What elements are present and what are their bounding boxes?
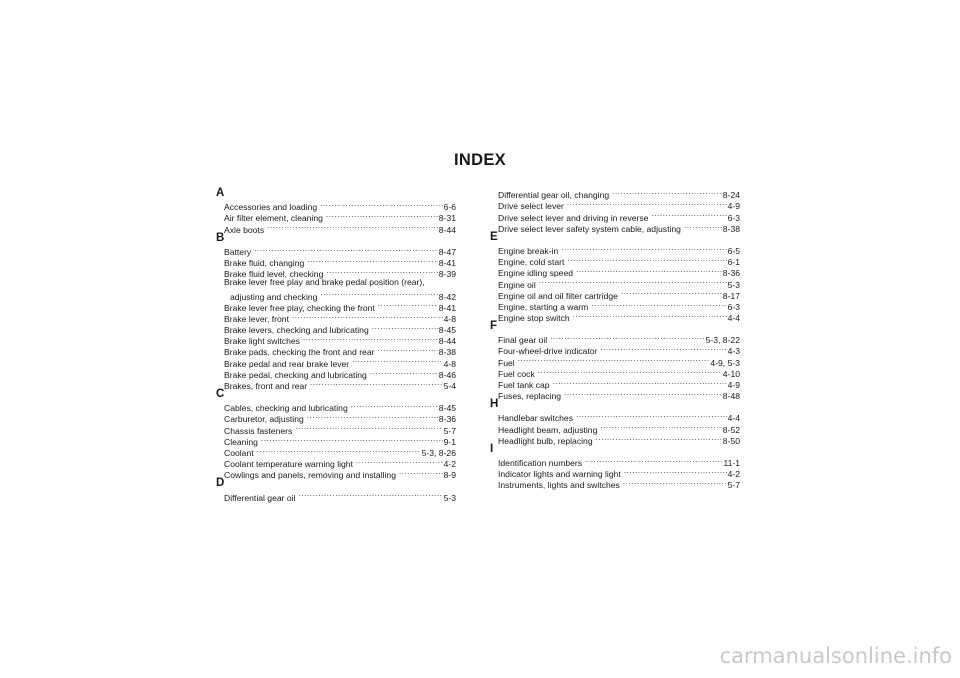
entry-page: 4-4: [727, 313, 740, 324]
dot-leader: [377, 344, 437, 355]
entry-text: Brake pedal and rear brake lever: [224, 358, 350, 369]
entry-page: 4-9: [727, 201, 740, 212]
entry-page: 4-8: [443, 313, 456, 324]
index-entry: [216, 277, 456, 288]
entry-text: Differential gear oil, changing: [498, 190, 610, 201]
entry-page: 8-38: [438, 347, 456, 358]
dot-leader: [303, 333, 438, 344]
dot-leader: [307, 255, 438, 266]
dot-leader: [261, 434, 443, 445]
entry-text: Engine oil: [498, 279, 536, 290]
entry-page: 4-2: [443, 459, 456, 470]
section-letter: F: [490, 320, 498, 333]
entry-page: 6-5: [727, 245, 740, 256]
entry-page: 8-36: [722, 268, 740, 279]
entry-text: Chassis fasteners: [224, 425, 293, 436]
entry-text: Drive select lever safety system cable, adjusting: [498, 223, 681, 234]
dot-leader: [564, 388, 722, 399]
entry-text: Drive select lever and driving in reverse: [498, 212, 649, 223]
entry-page: 8-31: [438, 213, 456, 224]
entry-page: 11-1: [723, 457, 740, 468]
index-section: [490, 187, 740, 232]
index-section: [490, 399, 740, 444]
entry-page: 5-3, 8-22: [705, 335, 740, 346]
dot-leader: [539, 276, 727, 287]
entry-page: 8-44: [438, 224, 456, 235]
entry-page: 9-1: [443, 436, 456, 447]
entry-text: Four-wheel-drive indicator: [498, 346, 598, 357]
entry-text: Brake pedal, checking and lubricating: [224, 369, 367, 380]
entry-text: Brake levers, checking and lubricating: [224, 325, 369, 336]
section-letter: E: [490, 230, 498, 243]
dot-leader: [591, 299, 726, 310]
entry-text: Fuel: [498, 357, 515, 368]
dot-leader: [553, 377, 727, 388]
entry-text: Drive select lever: [498, 201, 564, 212]
entry-page: 6-3: [727, 212, 740, 223]
dot-leader: [596, 433, 722, 444]
dot-leader: [295, 422, 442, 433]
entry-page: 5-3: [443, 492, 456, 503]
entry-page: 8-50: [722, 435, 740, 446]
entry-page: 8-41: [438, 302, 456, 313]
index-section: [216, 388, 456, 481]
entry-page: 4-9: [727, 380, 740, 390]
index-entry: [490, 455, 740, 466]
dot-leader: [326, 210, 438, 221]
entry-text: Fuel cock: [498, 368, 535, 379]
entry-page: 8-45: [438, 325, 456, 336]
index-entry: [490, 366, 740, 377]
entry-page: 6-3: [727, 301, 740, 312]
dot-leader: [320, 288, 437, 299]
dot-leader: [307, 411, 438, 422]
entry-text: Coolant temperature warning light: [224, 459, 353, 470]
entry-page: 8-42: [438, 291, 456, 302]
entry-text: Accessories and loading: [224, 202, 318, 213]
index-entry: [216, 288, 456, 302]
index-entry: [216, 255, 456, 266]
dot-leader: [600, 421, 721, 432]
dot-leader: [254, 244, 438, 255]
entry-text: Instruments, lights and switches: [498, 480, 620, 491]
dot-leader: [624, 466, 727, 477]
entry-page: 8-41: [438, 257, 456, 268]
entry-page: 8-9: [443, 470, 456, 481]
entry-text: Headlight bulb, replacing: [498, 435, 593, 446]
dot-leader: [351, 400, 438, 411]
dot-leader: [576, 410, 727, 421]
entry-text: Brake fluid level, checking: [224, 269, 324, 280]
entry-text: Engine stop switch: [498, 313, 570, 324]
page-title: INDEX: [454, 151, 506, 169]
entry-text: Brake lever free play, checking the front: [224, 302, 375, 313]
entry-text: Battery: [224, 246, 252, 257]
entry-text: Brake light switches: [224, 336, 300, 347]
index-section: [490, 444, 740, 489]
dot-leader: [567, 254, 726, 265]
index-entry: [490, 332, 740, 346]
entry-page: 8-17: [722, 290, 740, 301]
entry-page: 6-1: [727, 257, 740, 268]
dot-leader: [326, 266, 437, 277]
entry-text: Engine oil and oil filter cartridge: [498, 290, 618, 301]
entry-page: 8-52: [722, 424, 740, 435]
entry-text: Axle boots: [224, 224, 265, 235]
entry-page: 4-9, 5-3: [710, 357, 740, 368]
entry-text: Handlebar switches: [498, 413, 573, 424]
dot-leader: [576, 265, 722, 276]
dot-leader: [561, 243, 726, 254]
index-column-right: [490, 187, 740, 491]
dot-leader: [399, 467, 443, 478]
dot-leader: [352, 355, 442, 366]
dot-leader: [684, 221, 722, 232]
entry-text: Fuel tank cap: [498, 380, 550, 390]
index-section: [216, 233, 456, 389]
dot-leader: [257, 445, 421, 456]
entry-page: 8-44: [438, 336, 456, 347]
section-letter: D: [216, 477, 225, 490]
entry-text: Differential gear oil: [224, 492, 296, 503]
index-entry: [216, 199, 456, 213]
index-entry: [216, 489, 456, 503]
dot-leader: [621, 288, 722, 299]
dot-leader: [585, 455, 722, 466]
index-section: [490, 320, 740, 402]
entry-text: Engine, starting a warm: [498, 301, 589, 312]
dot-leader: [518, 354, 710, 365]
dot-leader: [370, 367, 438, 378]
entry-text: Engine, cold start: [498, 257, 565, 268]
dot-leader: [378, 300, 438, 311]
entry-text: Brake lever free play and brake pedal position (rear),: [224, 277, 425, 288]
dot-leader: [310, 378, 442, 389]
entry-text: Coolant: [224, 447, 254, 458]
entry-text: Cleaning: [224, 436, 258, 447]
dot-leader: [320, 199, 442, 210]
dot-leader: [623, 477, 727, 488]
entry-page: 4-8: [443, 358, 456, 369]
dot-leader: [356, 456, 443, 467]
dot-leader: [372, 322, 438, 333]
entry-page: 4-10: [722, 368, 740, 379]
index-entry: [216, 400, 456, 414]
index-entry: [490, 410, 740, 424]
section-letter: B: [216, 231, 225, 244]
entry-page: 8-38: [722, 223, 740, 234]
entry-page: 8-47: [438, 246, 456, 257]
index-column-left: [216, 188, 456, 501]
index-entry: [216, 244, 456, 255]
entry-page: 6-6: [443, 202, 456, 213]
entry-page: 8-46: [438, 369, 456, 380]
index-entry: [490, 354, 740, 368]
dot-leader: [567, 198, 727, 209]
dot-leader: [600, 343, 726, 354]
dot-leader: [292, 311, 443, 322]
entry-text: Cowlings and panels, removing and installing: [224, 470, 396, 481]
section-letter: H: [490, 398, 499, 411]
entry-page: 8-45: [438, 403, 456, 414]
entry-text: Indicator lights and warning light: [498, 469, 621, 480]
entry-page: 5-3: [727, 279, 740, 290]
entry-text: Engine idling speed: [498, 268, 574, 279]
entry-page: 8-48: [722, 391, 740, 402]
entry-page: 4-2: [727, 469, 740, 480]
watermark-text: carmanualsonline.info: [719, 644, 952, 668]
entry-text: Cables, checking and lubricating: [224, 403, 348, 414]
dot-leader: [550, 332, 704, 343]
entry-page: 8-39: [438, 269, 456, 280]
index-entry: [490, 243, 740, 254]
entry-text: Brake pads, checking the front and rear: [224, 347, 375, 358]
entry-text: Final gear oil: [498, 335, 548, 346]
section-letter: I: [490, 442, 494, 455]
entry-page: 8-36: [438, 414, 456, 425]
section-letter: C: [216, 388, 225, 400]
entry-text: Brake fluid, changing: [224, 257, 305, 268]
dot-leader: [267, 221, 438, 232]
section-letter: A: [216, 187, 225, 199]
index-section: [216, 477, 456, 503]
entry-page: 5-7: [727, 480, 740, 491]
entry-text: Identification numbers: [498, 457, 583, 468]
entry-text: Headlight beam, adjusting: [498, 424, 598, 435]
index-section: [216, 188, 456, 233]
entry-page: 5-7: [443, 425, 456, 436]
entry-text: Brakes, front and rear: [224, 381, 308, 391]
dot-leader: [573, 310, 727, 321]
dot-leader: [299, 489, 443, 500]
dot-leader: [651, 209, 726, 220]
entry-text: Air filter element, cleaning: [224, 213, 323, 224]
entry-page: 5-4: [443, 381, 456, 391]
entry-page: 5-3, 8-26: [421, 447, 456, 458]
entry-text: Carburetor, adjusting: [224, 414, 304, 425]
dot-leader: [612, 187, 722, 198]
entry-page: 8-24: [722, 190, 740, 201]
index-entry: [490, 187, 740, 201]
entry-text: Fuses, replacing: [498, 391, 562, 402]
entry-page: 4-3: [727, 346, 740, 357]
dot-leader: [538, 366, 722, 377]
entry-text: adjusting and checking: [230, 291, 318, 302]
entry-text: Brake lever, front: [224, 313, 289, 324]
index-section: [490, 230, 740, 324]
entry-text: Engine break-in: [498, 245, 559, 256]
entry-page: 4-4: [727, 413, 740, 424]
